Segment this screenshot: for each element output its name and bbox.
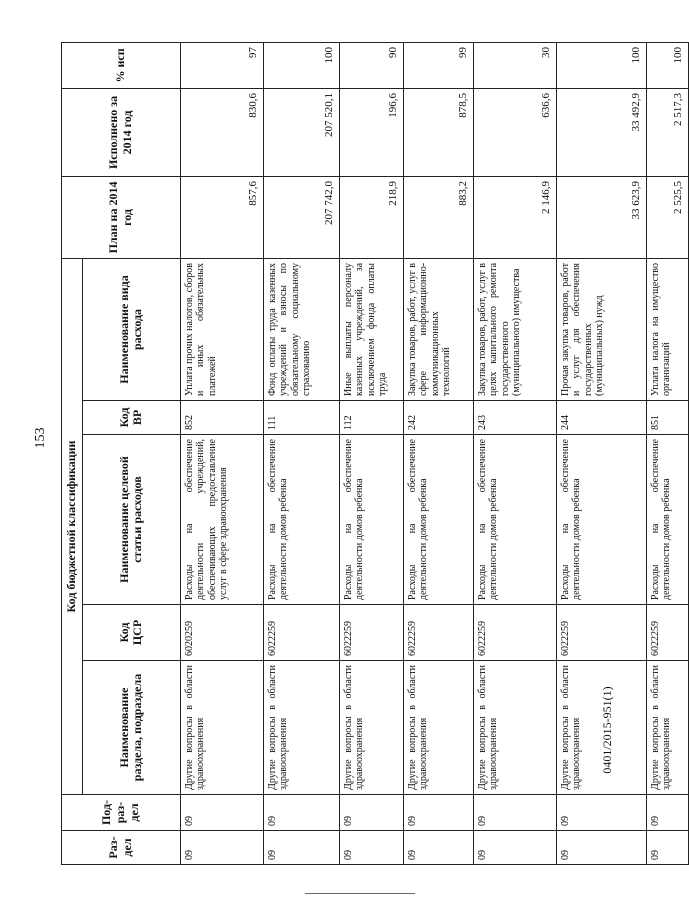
col-header-vr-name: Наименование вида расхода [82, 258, 180, 400]
cell-podrazdel: 09 [473, 795, 556, 831]
cell-csr: 6022259 [339, 605, 403, 661]
cell-article: Расходы на обеспечение деятельности домов ребенка [403, 435, 473, 605]
cell-article: Расходы на обеспечение деятельности домов ребенка [339, 435, 403, 605]
cell-csr: 6022259 [556, 605, 646, 661]
cell-done: 196,6 [339, 88, 403, 176]
cell-csr: 6022259 [646, 605, 688, 661]
cell-vr-name: Уплата прочих налогов, сборов и иных обязательных платежей [180, 258, 263, 400]
col-header-csr: Код ЦСР [82, 605, 180, 661]
table-row [339, 42, 403, 864]
cell-plan: 218,9 [339, 176, 403, 258]
cell-done: 830,6 [180, 88, 263, 176]
cell-section-name: Другие вопросы в области здравоохранения [556, 661, 646, 795]
cell-section-name: Другие вопросы в области здравоохранения [180, 661, 263, 795]
cell-podrazdel: 09 [646, 795, 688, 831]
cell-article: Расходы на обеспечение деятельности домов ребенка [646, 435, 688, 605]
cell-done: 636,6 [473, 88, 556, 176]
group-header: Код бюджетной классификации [62, 258, 83, 794]
cell-section-name: Другие вопросы в области здравоохранения [263, 661, 339, 795]
cell-done: 878,5 [403, 88, 473, 176]
table-row [403, 42, 473, 864]
cell-csr: 6020259 [180, 605, 263, 661]
cell-vr: 852 [180, 401, 263, 435]
cell-razdel: 09 [339, 831, 403, 865]
table-row [180, 42, 263, 864]
cell-vr: 851 [646, 401, 688, 435]
cell-pct: 90 [339, 42, 403, 88]
footer-rule [305, 893, 415, 894]
cell-vr-name: Закупка товаров, работ, услуг в сфере информационно-коммуникационных технологий [403, 258, 473, 400]
cell-plan: 2 525,5 [646, 176, 688, 258]
cell-plan: 33 623,9 [556, 176, 646, 258]
cell-vr: 244 [556, 401, 646, 435]
cell-section-name: Другие вопросы в области здравоохранения [473, 661, 556, 795]
table-row [556, 42, 646, 864]
table-row [646, 42, 688, 864]
cell-vr: 111 [263, 401, 339, 435]
cell-podrazdel: 09 [263, 795, 339, 831]
cell-plan: 207 742,0 [263, 176, 339, 258]
cell-section-name: Другие вопросы в области здравоохранения [403, 661, 473, 795]
cell-podrazdel: 09 [556, 795, 646, 831]
cell-article: Расходы на обеспечение деятельности учреждений, обеспечивающих предоставление услуг в сфере здравоохранения [180, 435, 263, 605]
cell-plan: 2 146,9 [473, 176, 556, 258]
cell-vr-name: Иные выплаты персоналу казенных учреждений, за исключением фонда оплаты труда [339, 258, 403, 400]
cell-pct: 100 [263, 42, 339, 88]
table-row [263, 42, 339, 864]
cell-razdel: 09 [473, 831, 556, 865]
cell-article: Расходы на обеспечение деятельности домов ребенка [473, 435, 556, 605]
cell-vr: 242 [403, 401, 473, 435]
cell-pct: 97 [180, 42, 263, 88]
cell-pct: 100 [646, 42, 688, 88]
cell-pct: 30 [473, 42, 556, 88]
col-header-pct: % исп [62, 42, 181, 88]
cell-csr: 6022259 [263, 605, 339, 661]
col-header-article: Наименование целевой статьи расходов [82, 435, 180, 605]
col-header-plan: План на 2014 год [62, 176, 181, 258]
col-header-podrazdel: Под-раз-дел [62, 795, 181, 831]
budget-table [61, 42, 689, 865]
cell-vr: 243 [473, 401, 556, 435]
cell-vr-name: Фонд оплаты труда казенных учреждений и взносы по обязательному социальному страхованию [263, 258, 339, 400]
cell-article: Расходы на обеспечение деятельности домов ребенка [263, 435, 339, 605]
col-header-done: Исполнено за 2014 год [62, 88, 181, 176]
cell-section-name: Другие вопросы в области здравоохранения [339, 661, 403, 795]
cell-razdel: 09 [180, 831, 263, 865]
cell-plan: 883,2 [403, 176, 473, 258]
document-code: 0401/2015-951(1) [600, 686, 614, 774]
cell-vr-name: Уплата налога на имущество организаций [646, 258, 688, 400]
cell-vr-name: Закупка товаров, работ, услуг в целях капитального ремонта государственного (муниципального) имущества [473, 258, 556, 400]
cell-razdel: 09 [403, 831, 473, 865]
cell-csr: 6022259 [473, 605, 556, 661]
cell-pct: 100 [556, 42, 646, 88]
cell-vr: 112 [339, 401, 403, 435]
cell-done: 33 492,9 [556, 88, 646, 176]
cell-vr-name: Прочая закупка товаров, работ и услуг для обеспечения государственных (муниципальных) нужд [556, 258, 646, 400]
cell-razdel: 09 [646, 831, 688, 865]
cell-plan: 857,6 [180, 176, 263, 258]
cell-section-name: Другие вопросы в области здравоохранения [646, 661, 688, 795]
cell-razdel: 09 [556, 831, 646, 865]
table-row [473, 42, 556, 864]
col-header-section-name: Наименование раздела, подраздела [82, 661, 180, 795]
cell-podrazdel: 09 [339, 795, 403, 831]
cell-podrazdel: 09 [180, 795, 263, 831]
cell-done: 207 520,1 [263, 88, 339, 176]
cell-done: 2 517,3 [646, 88, 688, 176]
cell-pct: 99 [403, 42, 473, 88]
col-header-razdel: Раз-дел [62, 831, 181, 865]
cell-csr: 6022259 [403, 605, 473, 661]
cell-podrazdel: 09 [403, 795, 473, 831]
cell-razdel: 09 [263, 831, 339, 865]
page-number: 153 [33, 427, 48, 449]
col-header-vr: Код ВР [82, 401, 180, 435]
cell-article: Расходы на обеспечение деятельности домов ребенка [556, 435, 646, 605]
